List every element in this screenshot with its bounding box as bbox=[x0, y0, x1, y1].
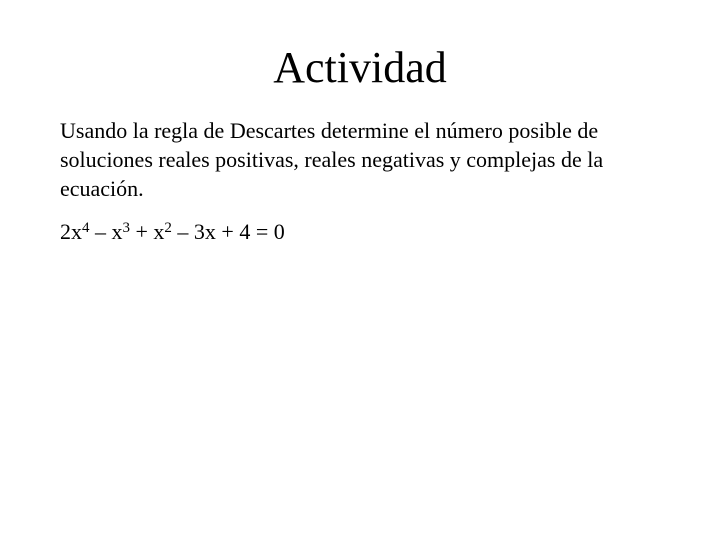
instruction-text: Usando la regla de Descartes determine el número posible de soluciones reales positivas, reales negativas y complejas de la ecuación. bbox=[60, 118, 604, 201]
equation-exponent-3: 3 bbox=[122, 220, 130, 236]
equation-exponent-4: 4 bbox=[82, 220, 90, 236]
equation-term-3: + x bbox=[130, 219, 165, 244]
equation-term-1: 2x bbox=[60, 219, 82, 244]
equation-exponent-2: 2 bbox=[164, 220, 172, 236]
slide-title: Actividad bbox=[273, 43, 447, 92]
equation-term-2: – x bbox=[89, 219, 123, 244]
equation-remainder: – 3x + 4 = 0 bbox=[171, 219, 285, 244]
polynomial-equation bbox=[60, 217, 285, 250]
